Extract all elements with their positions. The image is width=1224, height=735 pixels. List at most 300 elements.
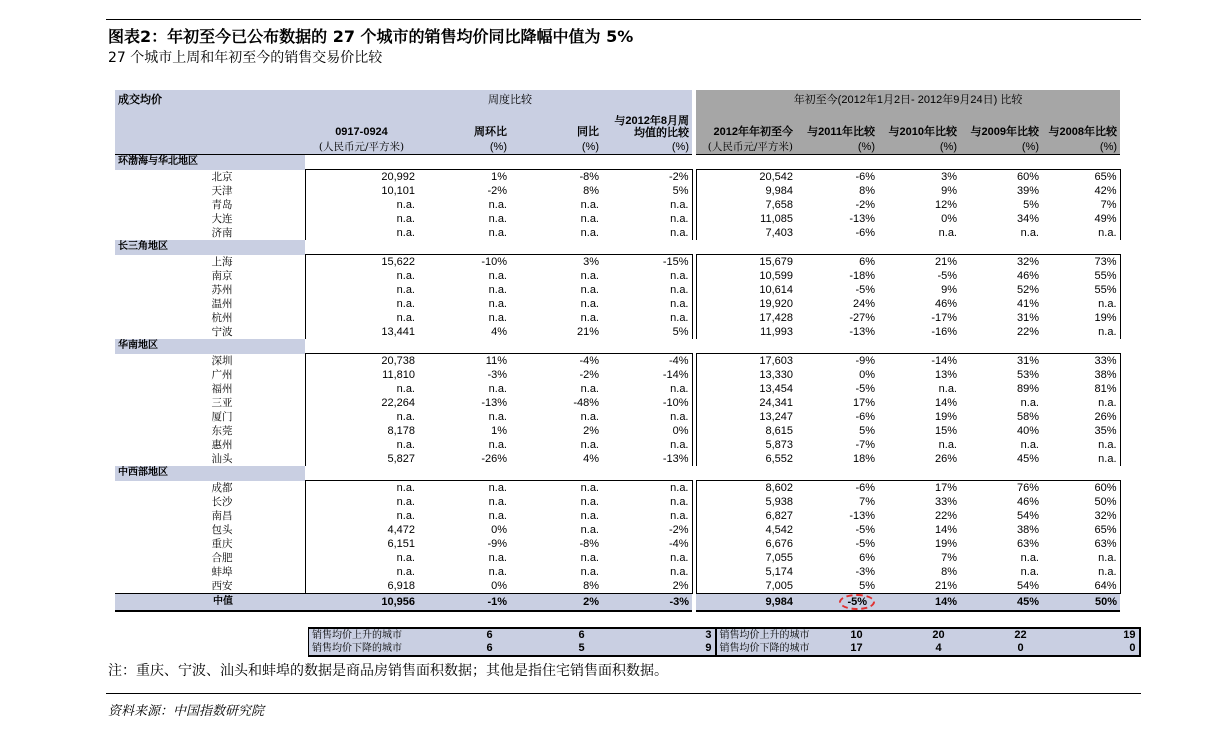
figure-subtitle: 27 个城市上周和年初至今的销售交易价比较 (108, 50, 383, 66)
city-name: 青岛 (211, 199, 233, 211)
weekly-group-header: 周度比较 (418, 90, 602, 115)
count-value: 5 (536, 642, 628, 656)
cell-value: n.a. (602, 481, 692, 496)
cell-value: 20,992 (305, 170, 418, 185)
cell-value: 8% (859, 185, 875, 197)
cell-value: 35% (1042, 424, 1120, 438)
col-header: 周环比 (418, 115, 510, 139)
cell-value: 7,403 (696, 226, 796, 240)
cell-value: -13% (849, 213, 875, 225)
col-header: 同比 (510, 115, 602, 139)
region-row (115, 155, 1120, 170)
cell-value: 11,085 (696, 212, 796, 226)
city-name: 长沙 (211, 496, 233, 508)
city-name: 北京 (211, 170, 233, 183)
cell-value: n.a. (580, 213, 599, 225)
city-name: 西安 (211, 580, 233, 592)
city-name: 济南 (211, 227, 233, 239)
cell-value: 26% (934, 453, 957, 465)
cell-value: n.a. (1042, 297, 1120, 311)
unit-label: (%) (960, 139, 1042, 155)
cell-value: n.a. (602, 565, 692, 579)
region-name: 中西部地区 (115, 466, 305, 481)
cell-value: 18% (852, 453, 875, 465)
cell-value: 21% (934, 256, 957, 268)
cell-value: 2% (510, 594, 602, 612)
bottom-rule (106, 693, 1141, 694)
cell-value: -6% (855, 482, 875, 494)
cell-value: 19% (1042, 311, 1120, 325)
cell-value: n.a. (305, 495, 418, 509)
col-header: 与2010年比较 (878, 115, 960, 139)
cell-value: 50% (1042, 495, 1120, 509)
cell-value: -5% (855, 538, 875, 550)
table-row (115, 269, 1120, 283)
cell-value: 76% (1016, 482, 1039, 494)
cell-value: 14% (934, 524, 957, 536)
cell-value: 55% (1042, 283, 1120, 297)
cell-value: 24,341 (696, 396, 796, 410)
cell-value: 6,676 (696, 537, 796, 551)
cell-value: 45% (1016, 453, 1039, 465)
cell-value: -4% (602, 537, 692, 551)
cell-value: n.a. (602, 311, 692, 325)
city-name: 福州 (211, 383, 233, 395)
cell-value: -8% (579, 171, 599, 183)
cell-value: 15% (934, 425, 957, 437)
cell-value: n.a. (305, 226, 418, 240)
cell-value: 7% (859, 496, 875, 508)
city-name: 杭州 (211, 312, 233, 324)
cell-value: 41% (1016, 298, 1039, 310)
cell-value (796, 594, 878, 612)
cell-value: 73% (1042, 255, 1120, 270)
cell-value: n.a. (305, 509, 418, 523)
cell-value: 6,552 (696, 452, 796, 466)
cell-value: 52% (1016, 284, 1039, 296)
cell-value: n.a. (1042, 396, 1120, 410)
cell-value: n.a. (602, 226, 692, 240)
table-row (115, 537, 1120, 551)
col-header: 与2012年8月周均值的比较 (602, 115, 692, 139)
corner-label: 成交均价 (115, 90, 305, 115)
cell-value: -13% (602, 452, 692, 466)
cell-value: 21% (934, 580, 957, 592)
cell-value: n.a. (938, 227, 957, 239)
cell-value: n.a. (580, 482, 599, 494)
cell-value: 49% (1042, 212, 1120, 226)
table-row (115, 481, 1120, 496)
cell-value: -2% (579, 369, 599, 381)
city-name: 包头 (211, 524, 233, 536)
count-label: 销售均价下降的城市 (309, 642, 444, 656)
cell-value: n.a. (580, 439, 599, 451)
city-name: 东莞 (211, 425, 233, 437)
table-row (115, 438, 1120, 452)
cell-value: 6% (859, 552, 875, 564)
table-row (115, 255, 1120, 270)
cell-value: -2% (602, 523, 692, 537)
table-row (115, 551, 1120, 565)
cell-value: n.a. (1020, 552, 1039, 564)
region-row (115, 466, 1120, 481)
col-header: 2012年年初至今 (696, 115, 796, 139)
unit-label: (人民币元/平方米) (696, 139, 796, 155)
table-row (115, 509, 1120, 523)
cell-value: 17% (934, 482, 957, 494)
cell-value: n.a. (580, 510, 599, 522)
table-row (115, 184, 1120, 198)
region-name: 华南地区 (115, 339, 305, 354)
table-row (115, 368, 1120, 382)
table-row (115, 579, 1120, 594)
cell-value: 0% (859, 369, 875, 381)
cell-value: 22% (934, 510, 957, 522)
table-row (115, 452, 1120, 466)
cell-value: n.a. (602, 410, 692, 424)
cell-value: -7% (855, 439, 875, 451)
count-value: 10 (816, 628, 898, 642)
cell-value: -13% (481, 397, 507, 409)
cell-value: 38% (1016, 524, 1039, 536)
cell-value: 0% (941, 213, 957, 225)
cell-value: 50% (1042, 594, 1120, 612)
cell-value: 7% (941, 552, 957, 564)
cell-value: 5% (859, 580, 875, 592)
unit-label: (%) (418, 139, 510, 155)
cell-value: -5% (855, 383, 875, 395)
cell-value: n.a. (938, 439, 957, 451)
count-value: 6 (444, 642, 536, 656)
cell-value: -9% (487, 538, 507, 550)
price-comparison-table (115, 90, 1120, 612)
cell-value: n.a. (1020, 227, 1039, 239)
cell-value: 26% (1042, 410, 1120, 424)
cell-value: n.a. (488, 439, 507, 451)
cell-value: 2% (583, 425, 599, 437)
cell-value: -14% (931, 355, 957, 367)
cell-value: n.a. (305, 311, 418, 325)
cell-value: 24% (852, 298, 875, 310)
table-row (115, 297, 1120, 311)
cell-value: -1% (418, 594, 510, 612)
cell-value: 1% (491, 171, 507, 183)
count-table (308, 627, 1141, 657)
cell-value: 8% (941, 566, 957, 578)
cell-value: 13,441 (305, 325, 418, 339)
count-value: 22 (980, 628, 1062, 642)
cell-value: n.a. (602, 212, 692, 226)
cell-value: 21% (576, 326, 599, 338)
cell-value: 9,984 (696, 184, 796, 198)
table-row (115, 283, 1120, 297)
cell-value: 8% (583, 185, 599, 197)
cell-value: n.a. (580, 227, 599, 239)
cell-value: n.a. (305, 297, 418, 311)
cell-value: 5,873 (696, 438, 796, 452)
cell-value: -3% (602, 594, 692, 612)
table-row (115, 523, 1120, 537)
cell-value: 19% (934, 411, 957, 423)
cell-value: 65% (1042, 523, 1120, 537)
cell-value: -2% (602, 170, 692, 185)
cell-value: 5,174 (696, 565, 796, 579)
cell-value: 11% (485, 355, 507, 367)
cell-value: 89% (1016, 383, 1039, 395)
cell-value: n.a. (488, 270, 507, 282)
cell-value: n.a. (488, 566, 507, 578)
col-header: 0917-0924 (305, 115, 418, 139)
count-value: 19 (1062, 628, 1140, 642)
table-row (115, 226, 1120, 240)
city-name: 成都 (211, 481, 233, 494)
count-label: 销售均价上升的城市 (716, 628, 816, 642)
cell-value: 63% (1042, 537, 1120, 551)
cell-value: n.a. (488, 298, 507, 310)
cell-value: 0% (491, 524, 507, 536)
cell-value: 2% (602, 579, 692, 594)
cell-value: n.a. (488, 227, 507, 239)
cell-value: n.a. (305, 212, 418, 226)
source-note: 资料来源：中国指数研究院 (108, 704, 265, 719)
cell-value: -14% (602, 368, 692, 382)
unit-label: (%) (796, 139, 878, 155)
cell-value: 4% (491, 326, 507, 338)
cell-value: 8,602 (696, 481, 796, 496)
cell-value: 5% (1023, 199, 1039, 211)
city-name: 大连 (211, 213, 233, 225)
cell-value: 9,984 (696, 594, 796, 612)
count-value: 4 (898, 642, 980, 656)
cell-value: n.a. (602, 269, 692, 283)
cell-value: -18% (849, 270, 875, 282)
median-label: 中值 (115, 594, 305, 612)
cell-value: n.a. (305, 438, 418, 452)
cell-value: -5% (855, 284, 875, 296)
cell-value: 9% (941, 284, 957, 296)
cell-value: n.a. (580, 298, 599, 310)
cell-value: 31% (1016, 312, 1039, 324)
cell-value: n.a. (488, 411, 507, 423)
cell-value: 63% (1016, 538, 1039, 550)
cell-value: n.a. (602, 382, 692, 396)
header-row-units (115, 139, 1120, 155)
count-value: 6 (536, 628, 628, 642)
count-value: 6 (444, 628, 536, 642)
cell-value: 10,614 (696, 283, 796, 297)
cell-value: 38% (1042, 368, 1120, 382)
city-name: 温州 (211, 298, 233, 310)
cell-value: 4% (583, 453, 599, 465)
cell-value: -5% (855, 524, 875, 536)
table-row (115, 565, 1120, 579)
median-row (115, 594, 1120, 612)
cell-value: 10,599 (696, 269, 796, 283)
cell-value: 6% (859, 256, 875, 268)
cell-value: 0% (602, 424, 692, 438)
cell-value: -13% (849, 510, 875, 522)
cell-value: 6,151 (305, 537, 418, 551)
cell-value: 46% (1016, 270, 1039, 282)
cell-value: n.a. (580, 566, 599, 578)
cell-value: n.a. (488, 284, 507, 296)
city-name: 重庆 (211, 538, 233, 550)
cell-value: 15,622 (305, 255, 418, 270)
cell-value: 22,264 (305, 396, 418, 410)
cell-value: 19% (934, 538, 957, 550)
cell-value: n.a. (580, 496, 599, 508)
count-value: 17 (816, 642, 898, 656)
cell-value: 10,956 (305, 594, 418, 612)
cell-value: n.a. (305, 382, 418, 396)
count-value: 0 (1062, 642, 1140, 656)
city-name: 南京 (211, 270, 233, 282)
cell-value: -6% (855, 411, 875, 423)
region-row (115, 339, 1120, 354)
count-value: 3 (628, 628, 716, 642)
cell-value: -4% (602, 354, 692, 369)
cell-value: 7,658 (696, 198, 796, 212)
table-row (115, 495, 1120, 509)
cell-value: n.a. (580, 383, 599, 395)
cell-value: 0% (491, 580, 507, 592)
cell-value: n.a. (305, 410, 418, 424)
cell-value: 10,101 (305, 184, 418, 198)
table-row (115, 311, 1120, 325)
cell-value: n.a. (580, 411, 599, 423)
cell-value: -13% (849, 326, 875, 338)
cell-value: -10% (602, 396, 692, 410)
cell-value: n.a. (580, 199, 599, 211)
cell-value: n.a. (1042, 438, 1120, 452)
cell-value: n.a. (1020, 439, 1039, 451)
cell-value: n.a. (305, 283, 418, 297)
count-value: 9 (628, 642, 716, 656)
cell-value: n.a. (938, 383, 957, 395)
cell-value: 8,615 (696, 424, 796, 438)
cell-value: 13% (934, 369, 957, 381)
cell-value: 5% (602, 325, 692, 339)
cell-value: 11,810 (305, 368, 418, 382)
city-name: 厦门 (211, 411, 233, 423)
city-name: 上海 (211, 255, 233, 268)
cell-value: n.a. (305, 481, 418, 496)
unit-label: (%) (510, 139, 602, 155)
cell-value: 65% (1042, 170, 1120, 185)
header-row-columns (115, 115, 1120, 139)
cell-value: n.a. (602, 283, 692, 297)
count-value: 20 (898, 628, 980, 642)
count-label: 销售均价下降的城市 (716, 642, 816, 656)
cell-value: 7,055 (696, 551, 796, 565)
cell-value: -27% (849, 312, 875, 324)
ytd-group-header: 年初至今(2012年1月2日- 2012年9月24日) 比较 (696, 90, 1120, 115)
cell-value: -10% (481, 256, 507, 268)
cell-value: n.a. (488, 496, 507, 508)
cell-value: 12% (934, 199, 957, 211)
cell-value: 20,542 (696, 170, 796, 185)
cell-value: 13,247 (696, 410, 796, 424)
unit-label: (%) (878, 139, 960, 155)
cell-value: 15,679 (696, 255, 796, 270)
cell-value: 14% (934, 397, 957, 409)
city-name: 南昌 (211, 510, 233, 522)
cell-value: 13,454 (696, 382, 796, 396)
cell-value: 11,993 (696, 325, 796, 339)
cell-value: n.a. (602, 509, 692, 523)
cell-value: 5% (602, 184, 692, 198)
cell-value: 42% (1042, 184, 1120, 198)
cell-value: -4% (579, 355, 599, 367)
cell-value: n.a. (488, 383, 507, 395)
cell-value: n.a. (488, 552, 507, 564)
cell-value: n.a. (1042, 565, 1120, 579)
cell-value: 5,827 (305, 452, 418, 466)
cell-value: 45% (960, 594, 1042, 612)
cell-value: 32% (1042, 509, 1120, 523)
cell-value: n.a. (602, 551, 692, 565)
cell-value: n.a. (602, 495, 692, 509)
cell-value: 53% (1016, 369, 1039, 381)
cell-value: 4,542 (696, 523, 796, 537)
cell-value: 7,005 (696, 579, 796, 594)
cell-value: -48% (573, 397, 599, 409)
cell-value: -5% (937, 270, 957, 282)
cell-value: 8% (583, 580, 599, 592)
table-row (115, 325, 1120, 339)
cell-value: 1% (491, 425, 507, 437)
city-name: 广州 (211, 369, 233, 381)
cell-value: n.a. (1042, 325, 1120, 339)
region-name: 长三角地区 (115, 240, 305, 255)
figure-title: 图表2：年初至今已公布数据的 27 个城市的销售均价同比降幅中值为 5% (108, 27, 634, 46)
direction-count-table (308, 627, 1136, 657)
city-name: 蚌埠 (211, 566, 233, 578)
cell-value: n.a. (580, 284, 599, 296)
table-row (115, 170, 1120, 185)
cell-value: 20,738 (305, 354, 418, 369)
cell-value: n.a. (602, 198, 692, 212)
cell-value: n.a. (602, 438, 692, 452)
cell-value: 6,827 (696, 509, 796, 523)
cell-value: -8% (579, 538, 599, 550)
region-name: 环渤海与华北地区 (115, 155, 305, 170)
city-name: 惠州 (211, 439, 233, 451)
cell-value: n.a. (488, 312, 507, 324)
unit-label: (人民币元/平方米) (305, 139, 418, 155)
cell-value: 31% (1016, 355, 1039, 367)
col-header: 与2011年比较 (796, 115, 878, 139)
cell-value: n.a. (1020, 397, 1039, 409)
unit-label: (%) (602, 139, 692, 155)
cell-value: 54% (1016, 580, 1039, 592)
table-row (115, 212, 1120, 226)
cell-value: -15% (602, 255, 692, 270)
cell-value: 8,178 (305, 424, 418, 438)
cell-value: 39% (1016, 185, 1039, 197)
col-header: 与2009年比较 (960, 115, 1042, 139)
cell-value: -3% (855, 566, 875, 578)
cell-value: 3% (941, 171, 957, 183)
cell-value: n.a. (305, 269, 418, 283)
cell-value: 32% (1016, 256, 1039, 268)
cell-value: n.a. (1042, 226, 1120, 240)
city-name: 汕头 (211, 453, 233, 465)
unit-label: (%) (1042, 139, 1120, 155)
cell-value: 58% (1016, 411, 1039, 423)
city-name: 三亚 (211, 397, 233, 409)
cell-value: n.a. (488, 482, 507, 494)
